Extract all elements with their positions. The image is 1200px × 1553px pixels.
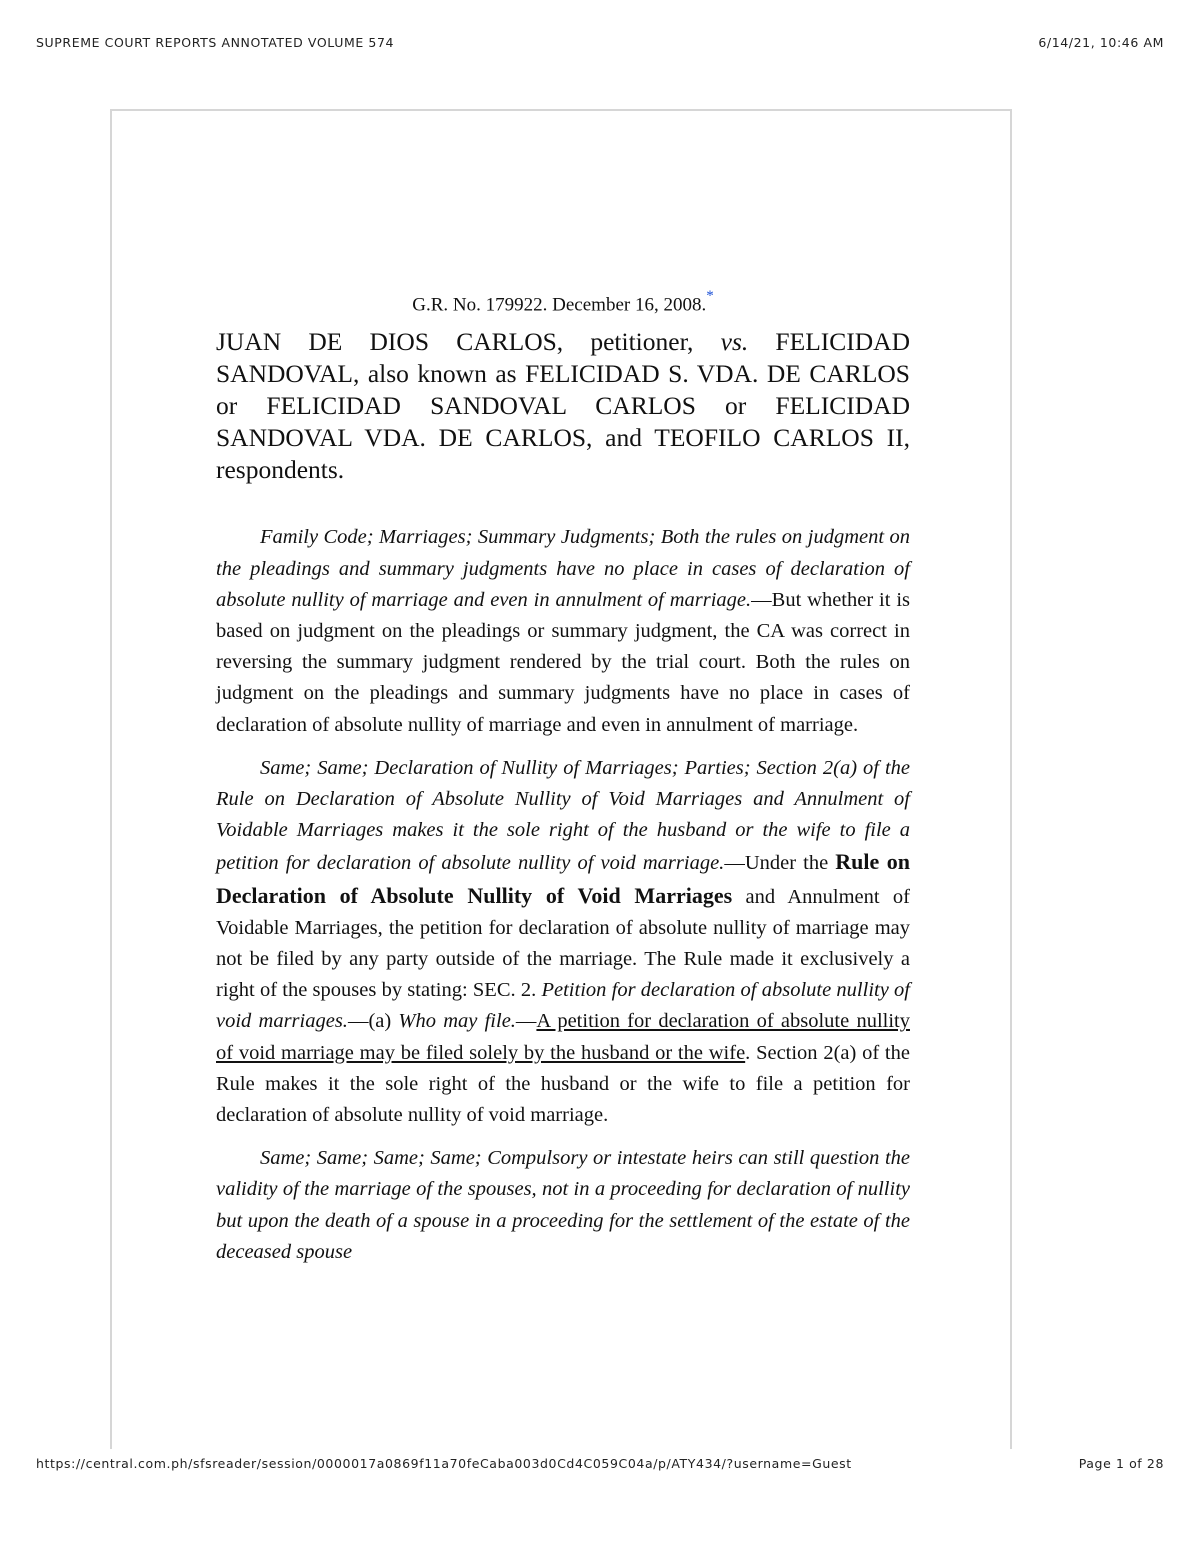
document-title: SUPREME COURT REPORTS ANNOTATED VOLUME 574 [36, 35, 395, 50]
page-number: Page 1 of 28 [1078, 1456, 1164, 1471]
syllabus-paragraph-2: Same; Same; Declaration of Nullity of Marriages; Parties; Section 2(a) of the Rule on Declaration of Absolute Nullity of Void Marriages and Annulment of Voidable Marriages makes it the sole right of the husband or the wife to file a petition for declaration of absolute nullity of void marriage.—Under the Rule on Declaration of Absolute Nullity of Void Marriages and Annulment of Voidable Marriages, the petition for declaration of absolute nullity of marriage may not be filed by any party outside of the marriage. The Rule made it exclusively a right of the spouses by stating: SEC. 2. Petition for declaration of absolute nullity of void marriages.—(a) Who may file.—A petition for declaration of absolute nullity of void marriage may be filed solely by the husband or the wife. Section 2(a) of the Rule makes it the sole right of the husband or the wife to file a petition for declaration of absolute nullity of void marriage. [216, 756, 910, 1126]
document-content [216, 282, 910, 1280]
case-caption: JUAN DE DIOS CARLOS, petitioner, vs. FELICIDAD SANDOVAL, also known as FELICIDAD S. VDA. DE CARLOS or FELICIDAD SANDOVAL CARLOS or FELICIDAD SANDOVAL VDA. DE CARLOS, and TEOFILO CARLOS II, respondents. [216, 327, 911, 485]
underlined-quote: A petition for declaration of absolute nullity of void marriage may be filed solely by the husband or the wife [216, 1010, 910, 1064]
rule-title-bold: Rule on Declaration of Absolute Nullity of Void Marriages [216, 849, 910, 908]
footnote-link[interactable]: * [706, 288, 714, 304]
print-footer [0, 1456, 1200, 1472]
syllabus-paragraph-3: Same; Same; Same; Same; Compulsory or intestate heirs can still question the validity of the marriage of the spouses, not in a proceeding for declaration of nullity but upon the death of a spouse in a proceeding for the settlement of the estate of the deceased spouse [216, 1147, 910, 1263]
case-number: G.R. No. 179922. December 16, 2008.* [412, 288, 714, 316]
print-header [0, 35, 1200, 51]
page-url[interactable]: https://central.com.ph/sfsreader/session/0000017a0869f11a70feCaba003d0Cd4C059C04a/p/ATY434/?username=Guest [36, 1456, 852, 1471]
syllabus-paragraph-1: Family Code; Marriages; Summary Judgments; Both the rules on judgment on the pleadings and summary judgments have no place in cases of declaration of absolute nullity of marriage and even in annulment of marriage.—But whether it is based on judgment on the pleadings or summary judgment, the CA was correct in reversing the summary judgment rendered by the trial court. Both the rules on judgment on the pleadings and summary judgments have no place in cases of declaration of absolute nullity of marriage and even in annulment of marriage. [216, 526, 910, 736]
print-timestamp: 6/14/21, 10:46 AM [1038, 35, 1164, 50]
